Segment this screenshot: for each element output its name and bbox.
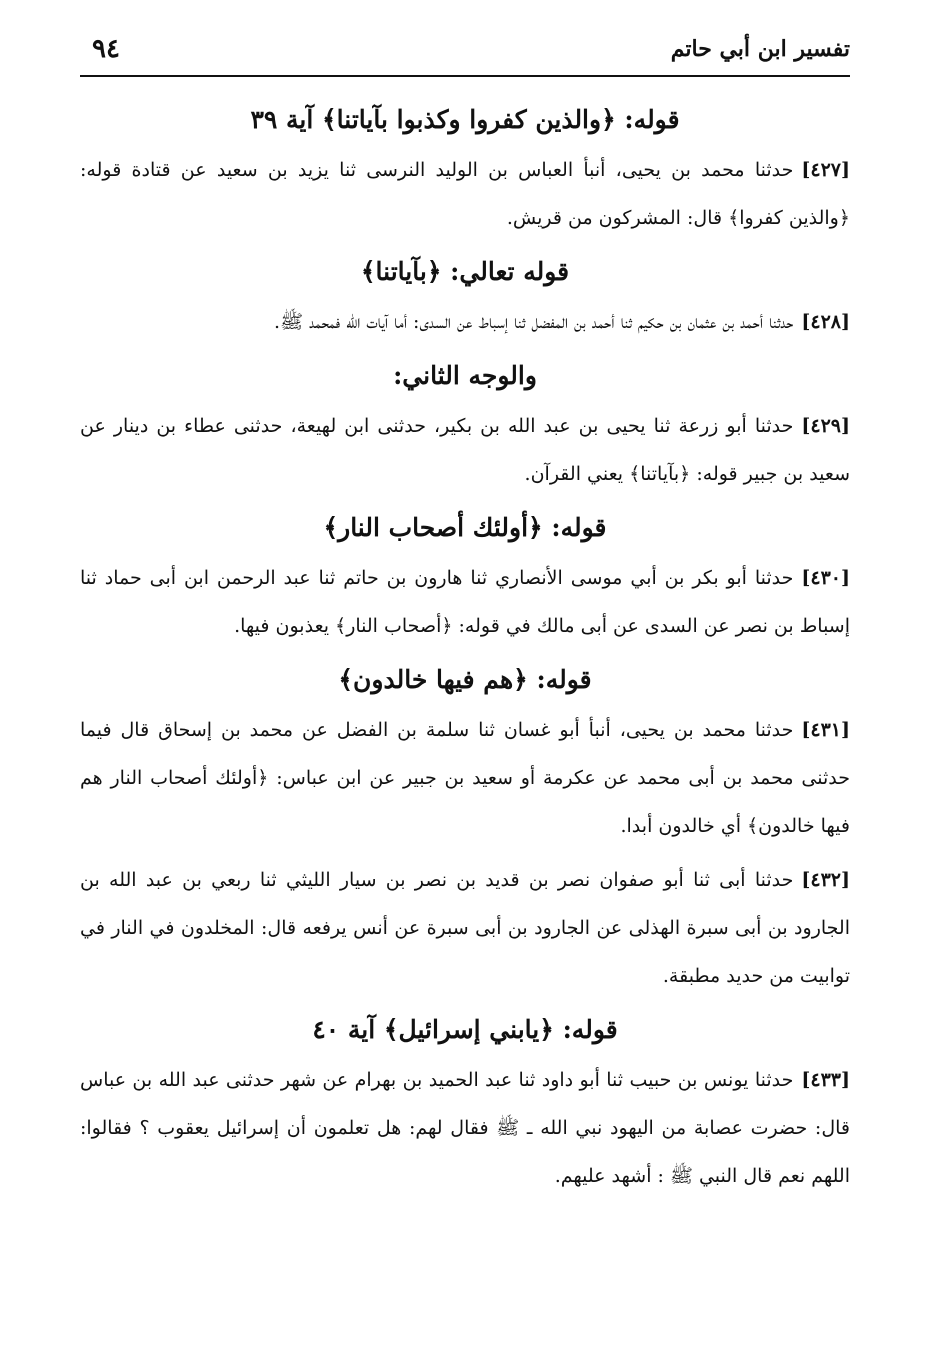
section-heading: قوله تعالي: ﴿بآياتنا﴾	[360, 257, 570, 286]
running-header	[80, 30, 850, 72]
narration-entry	[80, 298, 850, 346]
entry-number: [٤٣٣]	[801, 1069, 850, 1091]
narration-entry	[80, 554, 850, 650]
page-number: ٩٤	[92, 34, 120, 64]
entry-number: [٤٢٩]	[801, 415, 850, 437]
narration-entry	[80, 402, 850, 498]
narration-entry	[80, 1056, 850, 1200]
page-body	[80, 92, 850, 1206]
book-title: تفسير ابن أبي حاتم	[670, 36, 850, 62]
narration-entry	[80, 856, 850, 1000]
entry-text: حدثنا أبى ثنا أبو صفوان نصر بن قديد بن نصر بن سيار الليثي ثنا ربعي بن عبد الله بن الجارود بن أبى سبرة الهذلى عن الجارود بن أبى سبرة عن أنس يرفعه قال: المخلدون في النار في توابيت من حديد مطبقة.	[80, 869, 850, 987]
section-heading: والوجه الثاني:	[393, 361, 537, 390]
section-heading: قوله: ﴿هم فيها خالدون﴾	[338, 665, 592, 694]
entry-text: حدثنا أبو زرعة ثنا يحيى بن عبد الله بن بكير، حدثنى ابن لهيعة، حدثنى عطاء بن دينار عن سعيد بن جبير قوله: ﴿بآياتنا﴾ يعني القرآن.	[80, 415, 850, 485]
entry-number: [٤٣٠]	[801, 567, 850, 589]
entry-text: حدثنا محمد بن يحيى، أنبأ العباس بن الوليد النرسى ثنا يزيد بن سعيد عن قتادة قوله: ﴿والذين كفروا﴾ قال: المشركون من قريش.	[80, 159, 850, 229]
entry-text: حدثنا أحمد بن عثمان بن حكيم ثنا أحمد بن المفضل ثنا إسباط عن السدى: أما آيات الله فمحمد ﷺ.	[274, 311, 794, 333]
entry-number: [٤٢٧]	[801, 159, 850, 181]
header-divider	[80, 75, 850, 77]
entry-number: [٤٢٨]	[801, 311, 850, 333]
entry-number: [٤٣٢]	[801, 869, 850, 891]
narration-entry	[80, 146, 850, 242]
entry-text: حدثنا محمد بن يحيى، أنبأ أبو غسان ثنا سلمة بن الفضل عن محمد بن إسحاق قال فيما حدثنى محمد بن أبى محمد عن عكرمة أو سعيد بن جبير عن ابن عباس: ﴿أولئك أصحاب النار هم فيها خالدون﴾ أي خالدون أبدا.	[80, 719, 850, 837]
section-heading: قوله: ﴿والذين كفروا وكذبوا بآياتنا﴾ آية ٣٩	[250, 105, 680, 134]
entry-number: [٤٣١]	[801, 719, 850, 741]
entry-text: حدثنا يونس بن حبيب ثنا أبو داود ثنا عبد الحميد بن بهرام عن شهر حدثنى عبد الله بن عباس قال: حضرت عصابة من اليهود نبي الله ـ ﷺ فقال لهم: هل تعلمون أن إسرائيل يعقوب ؟ فقالوا: اللهم نعم قال النبي ﷺ : أشهد عليهم.	[80, 1069, 850, 1187]
section-heading: قوله: ﴿يابني إسرائيل﴾ آية ٤٠	[312, 1015, 618, 1044]
section-heading: قوله: ﴿أولئك أصحاب النار﴾	[323, 513, 607, 542]
narration-entry	[80, 706, 850, 850]
entry-text: حدثنا أبو بكر بن أبي موسى الأنصاري ثنا هارون بن حاتم ثنا عبد الرحمن ابن أبى حماد ثنا إسباط بن نصر عن السدى عن أبى مالك في قوله: ﴿أصحاب النار﴾ يعذبون فيها.	[80, 567, 850, 637]
